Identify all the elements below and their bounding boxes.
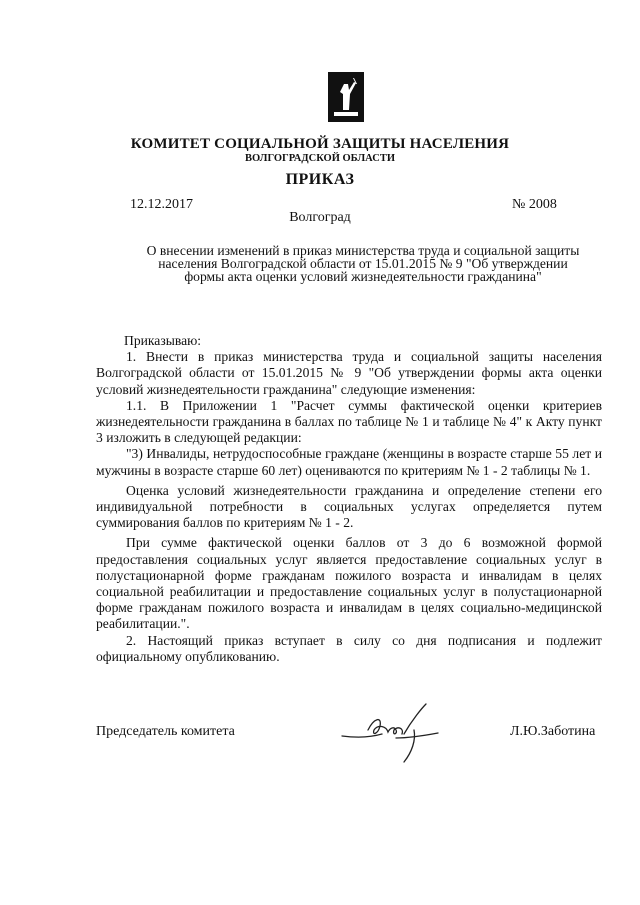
paragraph-quote-3: При сумме фактической оценки баллов от 3 до 6 возможной формой предоставления социальных услуг является предоставление социальных услуг в полустационарной форме гражданам пожилого возраста и инвалидам в целях социальной реабилитации и предоставление социальных услуг в полустационарной форме гражданам пожилого возраста и инвалидам в целях социально-медицинской реабилитации.". (96, 535, 602, 632)
paragraph-1-1: 1.1. В Приложении 1 "Расчет суммы фактической оценки критериев жизнедеятельности гражданина в баллах по таблице № 1 и таблице № 4" к Акту пункт 3 изложить в следующей редакции: (96, 397, 602, 446)
document-date: 12.12.2017 (130, 197, 193, 212)
paragraph-1: 1. Внести в приказ министерства труда и социальной защиты населения Волгоградской области от 15.01.2015 № 9 "Об утверждении формы акта оценки условий жизнедеятельности гражданина" следующие изменения: (96, 349, 602, 397)
organization-region: ВОЛГОГРАДСКОЙ ОБЛАСТИ (245, 153, 395, 164)
order-intro: Приказываю: (124, 333, 202, 348)
handwritten-signature (338, 700, 450, 770)
signer-role: Председатель комитета (96, 724, 235, 739)
signer-name: Л.Ю.Заботина (510, 724, 596, 739)
coat-of-arms-icon (328, 72, 364, 122)
paragraph-quote-2: Оценка условий жизнедеятельности гражданина и определение степени его индивидуальной потребности в социальных услугах определяется путем суммирования баллов по критериям № 1 - 2. (96, 482, 602, 531)
document-subject: О внесении изменений в приказ министерства труда и социальной защиты населения Волгоградской области от 15.01.2015 № 9 "Об утверждении формы акта оценки условий жизнедеятельности гражданина" (146, 243, 580, 284)
document-city: Волгоград (289, 210, 351, 225)
document-type: ПРИКАЗ (285, 171, 355, 188)
document-number: № 2008 (512, 197, 557, 212)
document-body (96, 333, 602, 665)
paragraph-2: 2. Настоящий приказ вступает в силу со дня подписания и подлежит официальному опубликованию. (96, 632, 602, 664)
paragraph-quote-1: "3) Инвалиды, нетрудоспособные граждане (женщины в возрасте старше 55 лет и мужчины в возрасте старше 60 лет) оцениваются по критериям № 1 - 2 таблицы № 1. (96, 446, 602, 478)
organization-title: КОМИТЕТ СОЦИАЛЬНОЙ ЗАЩИТЫ НАСЕЛЕНИЯ (130, 136, 510, 152)
